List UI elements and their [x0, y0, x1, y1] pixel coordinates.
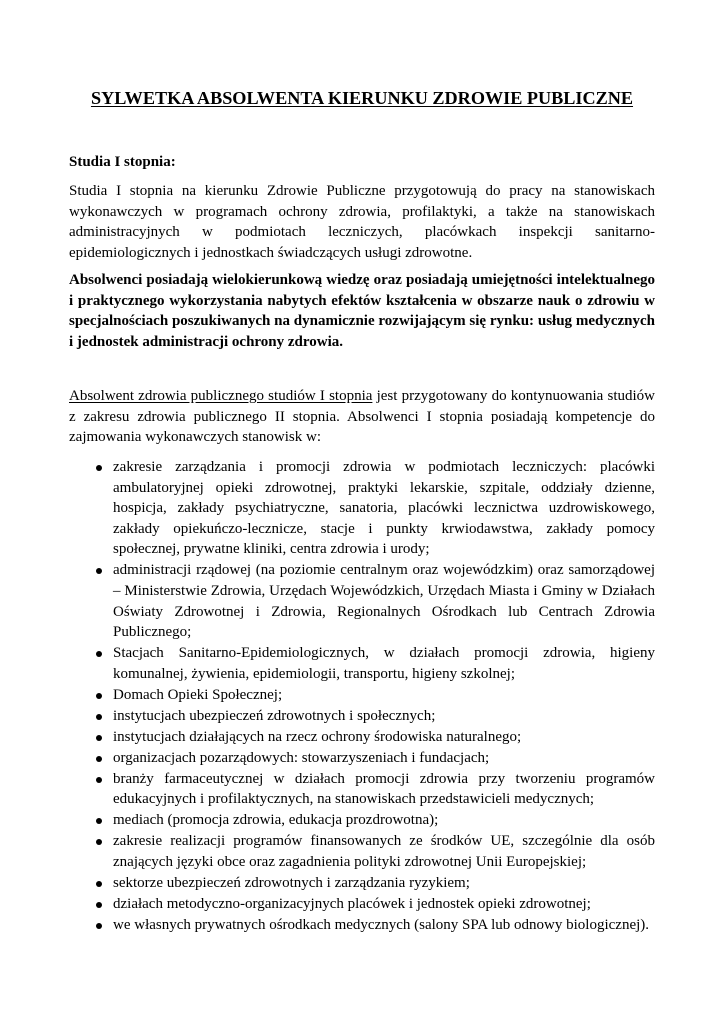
list-item-text: mediach (promocja zdrowia, edukacja prozdrowotna);: [113, 812, 439, 829]
bullet-icon: [96, 735, 102, 741]
list-item: [69, 643, 655, 684]
list-item: [69, 560, 655, 642]
list-item-text: instytucjach ubezpieczeń zdrowotnych i społecznych;: [113, 707, 436, 724]
list-item: [69, 748, 655, 769]
list-item: [69, 457, 655, 560]
list-item: [69, 769, 655, 810]
list-item: [69, 706, 655, 727]
section-heading: Studia I stopnia:: [69, 154, 176, 170]
paragraph-intro: Studia I stopnia na kierunku Zdrowie Publiczne przygotowują do pracy na stanowiskach wykonawczych w programach ochrony zdrowia, profilaktyki, a także na stanowiskach administracyjnych w podmiotach leczniczych, placówkach inspekcji sanitarno-epidemiologicznych i jednostkach świadczących usługi zdrowotne.: [69, 183, 655, 261]
paragraph-graduates-knowledge: Absolwenci posiadają wielokierunkową wiedzę oraz posiadają umiejętności intelektualnego i praktycznego wykorzystania nabytych efektów kształcenia w obszarze nauk o zdrowiu w specjalnościach poszukiwanych na dynamicznie rozwijającym się rynku: usług medycznych i jednostek administracji ochrony zdrowia.: [69, 272, 655, 350]
bullet-icon: [96, 568, 102, 574]
bullet-icon: [96, 651, 102, 657]
list-item-text: branży farmaceutycznej w działach promocji zdrowia przy tworzeniu programów edukacyjnych i profilaktycznych, na stanowiskach przedstawicieli medycznych;: [113, 770, 655, 808]
bullet-icon: [96, 881, 102, 887]
document-title: SYLWETKA ABSOLWENTA KIERUNKU ZDROWIE PUBLICZNE: [90, 88, 634, 108]
bullet-icon: [96, 693, 102, 699]
bullet-icon: [96, 923, 102, 929]
bullet-icon: [96, 839, 102, 845]
list-item-text: zakresie realizacji programów finansowanych ze środków UE, szczególnie dla osób znających języki obce oraz zagadnienia polityki zdrowotnej Unii Europejskiej;: [113, 833, 655, 870]
list-item-text: Domach Opieki Społecznej;: [113, 686, 283, 703]
competence-list: [69, 457, 655, 936]
list-item-text: Stacjach Sanitarno-Epidemiologicznych, w działach promocji zdrowia, higieny komunalnej, żywienia, epidemiologii, transportu, higieny szkolnej;: [113, 645, 655, 682]
paragraph-competences-text: jest przygotowany do kontynuowania studiów z zakresu zdrowia publicznego II stopnia. Absolwenci I stopnia posiadają kompetencje do zajmowania wykonawczych stanowisk w:: [69, 388, 655, 446]
list-item: [69, 810, 655, 831]
bullet-icon: [96, 714, 102, 720]
list-item-text: zakresie zarządzania i promocji zdrowia w podmiotach leczniczych: placówki ambulatoryjnej opieki zdrowotnej, praktyki lekarskie, szpitale, oddziały dzienne, hospicja, zakłady psychiatryczne, sanatoria, placówki lecznictwa uzdrowiskowego, zakłady opiekuńczo-lecznicze, stacje i punkty krwiodawstwa, zakłady pomocy społecznej, prywatne kliniki, centra zdrowia i urody;: [113, 459, 655, 558]
bullet-icon: [96, 756, 102, 762]
list-item-text: organizacjach pozarządowych: stowarzyszeniach i fundacjach;: [113, 749, 490, 766]
list-item: [69, 894, 655, 915]
paragraph-competences: [69, 386, 655, 448]
bullet-icon: [96, 818, 102, 824]
list-item: [69, 873, 655, 894]
list-item-text: instytucjach działających na rzecz ochrony środowiska naturalnego;: [113, 728, 522, 745]
list-item: [69, 727, 655, 748]
list-item: [69, 915, 655, 936]
bullet-icon: [96, 777, 102, 783]
list-item: [69, 685, 655, 706]
list-item-text: sektorze ubezpieczeń zdrowotnych i zarządzania ryzykiem;: [113, 874, 470, 891]
list-item: [69, 831, 655, 872]
bullet-icon: [96, 902, 102, 908]
bullet-icon: [96, 465, 102, 471]
list-item-text: we własnych prywatnych ośrodkach medycznych (salony SPA lub odnowy biologicznej).: [113, 916, 650, 933]
list-item-text: administracji rządowej (na poziomie centralnym oraz wojewódzkim) oraz samorządowej – Ministerstwie Zdrowia, Urzędach Wojewódzkich, Urzędach Miasta i Gminy w Działach Oświaty Zdrowotnej i Zdrowia, Regionalnych Ośrodkach lub Centrach Zdrowia Publicznego;: [113, 562, 655, 641]
paragraph-competences-lead: Absolwent zdrowia publicznego studiów I stopnia: [69, 388, 373, 404]
list-item-text: działach metodyczno-organizacyjnych placówek i jednostek opieki zdrowotnej;: [113, 895, 591, 912]
